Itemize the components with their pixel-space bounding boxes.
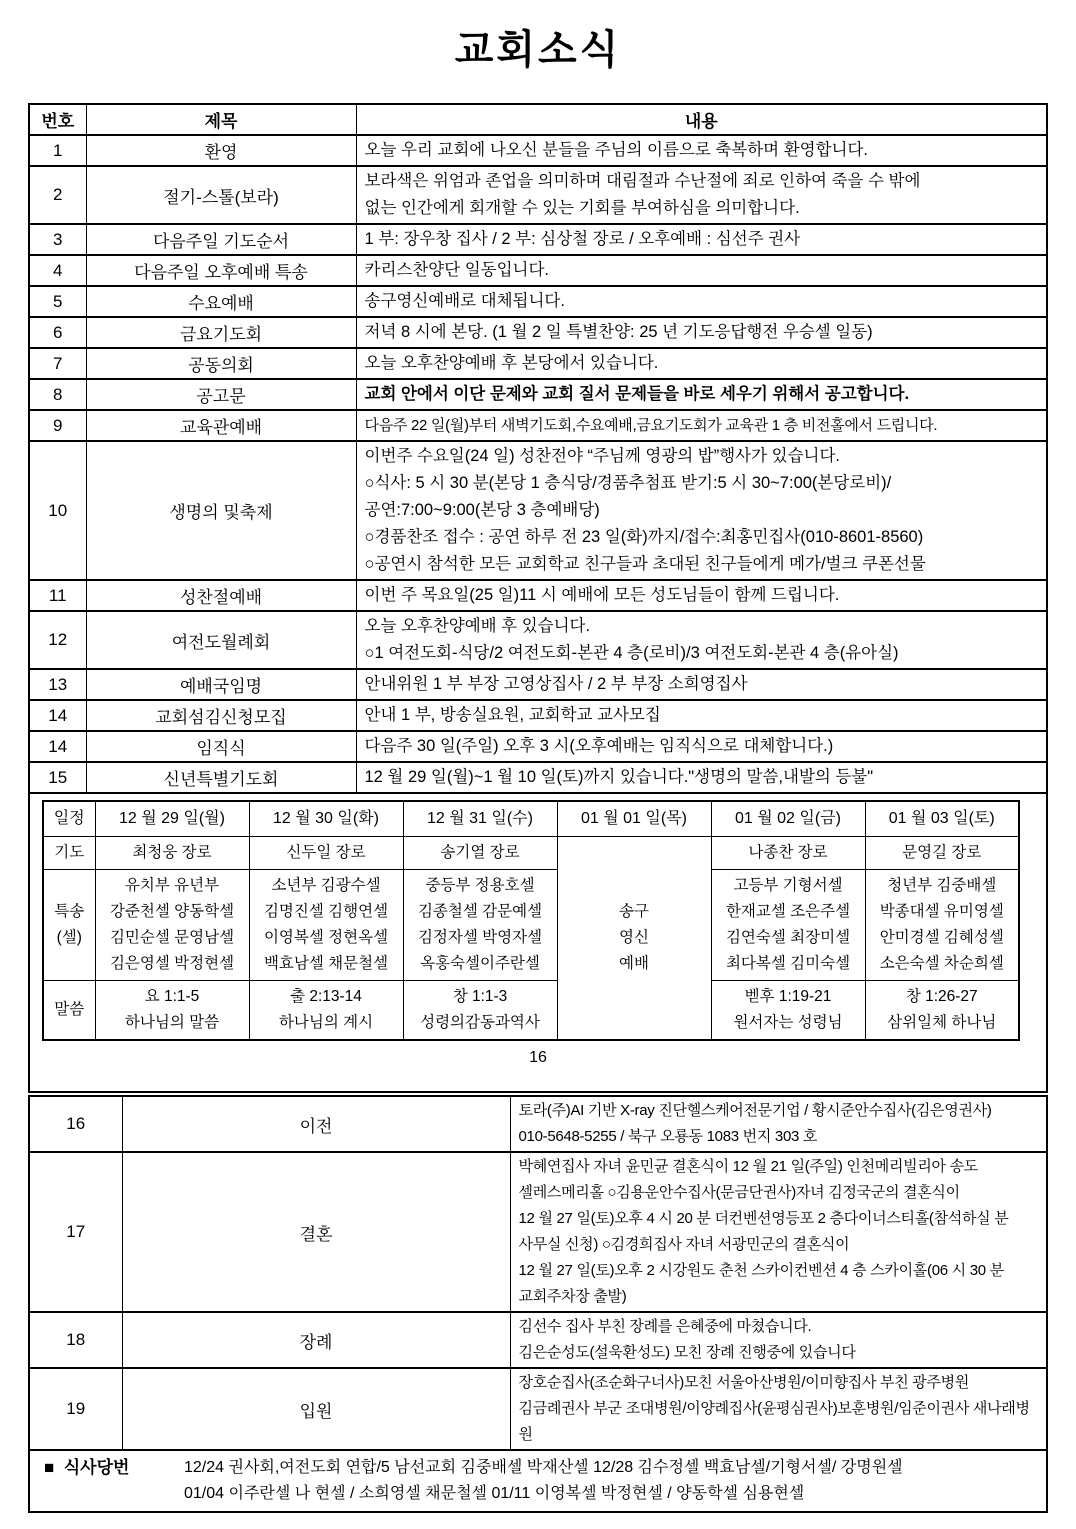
col-header-content: 내용 [356,104,1047,135]
announcement-row [29,224,1047,255]
row-title: 공고문 [86,379,356,410]
row-content: 오늘 우리 교회에 나오신 분들을 주님의 이름으로 축복하며 환영합니다. [356,135,1047,166]
announcement-row [29,611,1047,669]
schedule-date-header: 01 월 03 일(토) [865,801,1019,837]
row-number: 5 [29,286,86,317]
row-title: 이전 [122,1096,510,1152]
new-year-prayer-schedule-table [42,800,1020,1041]
notice-row [29,1312,1047,1368]
announcement-row [29,348,1047,379]
row-number: 14 [29,731,86,762]
row-content: 카리스찬양단 일동입니다. [356,255,1047,286]
row-title: 금요기도회 [86,317,356,348]
prayer-cell: 최청웅 장로 [95,837,249,870]
notice-table [28,1095,1048,1513]
word-cell: 창 1:26-27 삼위일체 하나님 [865,981,1019,1041]
row-number: 14 [29,700,86,731]
announcement-row [29,255,1047,286]
prayer-row-label: 기도 [43,837,95,870]
announcement-row [29,580,1047,611]
row-number: 1 [29,135,86,166]
schedule-date-header: 12 월 29 일(월) [95,801,249,837]
row-title: 공동의회 [86,348,356,379]
schedule-date-header: 12 월 31 일(수) [403,801,557,837]
row-title: 생명의 및축제 [86,441,356,580]
row-title: 교회섬김신청모집 [86,700,356,731]
schedule-corner-label: 일정 [43,801,95,837]
special-song-cell: 고등부 기형서셀 한재교셀 조은주셀 김연숙셀 최장미셀 최다복셀 김미숙셀 [711,870,865,981]
row-content: 보라색은 위엄과 존업을 의미하며 대림절과 수난절에 죄로 인하여 죽을 수 밖에 없는 인간에게 회개할 수 있는 기회를 부여하심을 의미합니다. [356,166,1047,224]
announcement-row [29,379,1047,410]
schedule-date-header: 12 월 30 일(화) [249,801,403,837]
row-title: 장례 [122,1312,510,1368]
announcement-row [29,441,1047,580]
row-title: 신년특별기도회 [86,762,356,793]
row-content: 1 부: 장우창 집사 / 2 부: 심상철 장로 / 오후예배 : 심선주 권사 [356,224,1047,255]
row-number: 19 [29,1368,122,1450]
row-number: 8 [29,379,86,410]
page-title: 교회소식 [454,27,622,72]
row-title: 다음주일 기도순서 [86,224,356,255]
row-number: 11 [29,580,86,611]
announcement-row [29,762,1047,793]
schedule-date-header: 01 월 02 일(금) [711,801,865,837]
row-content: 장호순집사(조순화구너사)모친 서울아산병원/이미향집사 부친 광주병원 김금례권사 부군 조대병원/이양례집사(윤평심권사)보훈병원/임준이권사 새나래병원 [510,1368,1047,1450]
row-number: 10 [29,441,86,580]
row-number: 2 [29,166,86,224]
row-title: 환영 [86,135,356,166]
row-content: 안내위원 1 부 부장 고영상집사 / 2 부 부장 소희영집사 [356,669,1047,700]
announcement-table [28,103,1048,1093]
row-title: 입원 [122,1368,510,1450]
announcement-row [29,700,1047,731]
announcement-row [29,286,1047,317]
announcement-header-row [29,104,1047,135]
row-title: 결혼 [122,1152,510,1312]
row-title: 절기-스톨(보라) [86,166,356,224]
announcement-row [29,166,1047,224]
col-header-title: 제목 [86,104,356,135]
word-cell: 요 1:1-5 하나님의 말씀 [95,981,249,1041]
row-content: 안내 1 부, 방송실요원, 교회학교 교사모집 [356,700,1047,731]
row-content: 다음주 30 일(주일) 오후 3 시(오후예배는 임직식으로 대체합니다.) [356,731,1047,762]
schedule-date-header: 01 월 01 일(목) [557,801,711,837]
special-song-row-label: 특송 (셀) [43,870,95,981]
word-cell: 출 2:13-14 하나님의 계시 [249,981,403,1041]
row-content: 이번주 수요일(24 일) 성찬전야 “주님께 영광의 밥”행사가 있습니다. ○식사: 5 시 30 분(본당 1 층식당/경품추첨표 받기:5 시 30~7:00(본당로비)/ 공연:7:00~9:00(본당 3 층예배당) ○경품찬조 접수 : 공연 하루 전 23 일(화)까지/접수:최홍민집사(010-8601-8560) ○공연시 참석한 모든 교회학교 친구들과 초대된 친구들에게 메가/벌크 쿠폰선물 [356,441,1047,580]
row-number: 16 [29,1096,122,1152]
word-cell: 창 1:1-3 성령의감동과역사 [403,981,557,1041]
new-year-eve-service-cell: 송구 영신 예배 [557,837,711,1041]
row-content: 다음주 22 일(월)부터 새벽기도회,수요예배,금요기도회가 교육관 1 층 비전홀에서 드립니다. [356,410,1047,441]
schedule-word-row [43,981,1019,1041]
row-content: 이번 주 목요일(25 일)11 시 예배에 모든 성도님들이 함께 드립니다. [356,580,1047,611]
row-number: 7 [29,348,86,379]
meal-duty-label-text: 식사당번 [63,1458,130,1477]
special-song-cell: 청년부 김중배셀 박종대셀 유미영셀 안미경셀 김혜성셀 소은숙셀 차순희셀 [865,870,1019,981]
row-title: 예배국임명 [86,669,356,700]
notice-row [29,1096,1047,1152]
row-content: 토라(주)AI 기반 X-ray 진단헬스케어전문기업 / 황시준안수집사(김은영권사) 010-5648-5255 / 북구 오룡동 1083 번지 303 호 [510,1096,1047,1152]
row-content: 교회 안에서 이단 문제와 교회 질서 문제들을 바로 세우기 위해서 공고합니다. [356,379,1047,410]
meal-duty-text: 12/24 권사회,여전도회 연합/5 남선교회 김중배셀 박재산셀 12/28 김수정셀 백효남셀/기형서셀/ 강명원셀 01/04 이주란셀 나 현셀 / 소희영셀 채문철셀 01/11 이영복셀 박정현셀 / 양동학셀 심용현셀 [184,1459,903,1502]
meal-duty-cell [29,1450,1047,1512]
meal-duty-label [36,1455,184,1481]
word-row-label: 말씀 [43,981,95,1041]
prayer-cell: 신두일 장로 [249,837,403,870]
row-number: 3 [29,224,86,255]
word-cell: 벧후 1:19-21 원서자는 성령님 [711,981,865,1041]
notice-row [29,1152,1047,1312]
notice-row [29,1368,1047,1450]
row-title: 성찬절예배 [86,580,356,611]
row-title: 다음주일 오후예배 특송 [86,255,356,286]
col-header-no: 번호 [29,104,86,135]
row-content: 송구영신예배로 대체됩니다. [356,286,1047,317]
row-title: 임직식 [86,731,356,762]
row-number: 15 [29,762,86,793]
page-number: 16 [529,1049,547,1066]
row-number: 18 [29,1312,122,1368]
announcement-row [29,135,1047,166]
special-song-cell: 중등부 정용호셀 김종철셀 감문예셀 김정자셀 박영자셀 옥홍숙셀이주란셀 [403,870,557,981]
prayer-cell: 문영길 장로 [865,837,1019,870]
special-song-cell: 소년부 김광수셀 김명진셀 김행연셀 이영복셀 정현옥셀 백효남셀 채문철셀 [249,870,403,981]
special-song-cell: 유치부 유년부 강준천셀 양동학셀 김민순셀 문영남셀 김은영셀 박정현셀 [95,870,249,981]
schedule-prayer-row [43,837,1019,870]
announcement-row [29,669,1047,700]
row-content: 김선수 집사 부친 장례를 은혜중에 마쳤습니다. 김은순성도(설욱환성도) 모친 장례 진행중에 있습니다 [510,1312,1047,1368]
row-title: 여전도월례회 [86,611,356,669]
row-content: 저녁 8 시에 본당. (1 월 2 일 특별찬양: 25 년 기도응답행전 우승셀 일동) [356,317,1047,348]
row-number: 12 [29,611,86,669]
row-content: 박혜연집사 자녀 윤민균 결혼식이 12 월 21 일(주일) 인천메리빌리아 송도 셀레스메리홀 ○김용운안수집사(문금단권사)자녀 김정국군의 결혼식이 12 월 27 일(토)오후 4 시 20 분 더컨벤션영등포 2 층다이너스티홀(참석하실 분 사무실 신청) ○김경희집사 자녀 서광민군의 결혼식이 12 월 27 일(토)오후 2 시강원도 춘천 스카이컨벤션 4 층 스카이홀(06 시 30 분 교회주차장 출발) [510,1152,1047,1312]
row-number: 6 [29,317,86,348]
row-content: 오늘 오후찬양예배 후 있습니다. ○1 여전도회-식당/2 여전도회-본관 4 층(로비)/3 여전도회-본관 4 층(유아실) [356,611,1047,669]
schedule-wrapper-row [29,793,1047,1092]
square-bullet-icon: ■ [44,1458,55,1477]
schedule-special-song-row [43,870,1019,981]
row-title: 수요예배 [86,286,356,317]
meal-duty-row [29,1450,1047,1512]
row-number: 17 [29,1152,122,1312]
row-title: 교육관예배 [86,410,356,441]
announcement-row [29,410,1047,441]
announcement-row [29,731,1047,762]
schedule-wrapper-cell [29,793,1047,1092]
prayer-cell: 나종찬 장로 [711,837,865,870]
row-number: 4 [29,255,86,286]
schedule-header-row [43,801,1019,837]
row-number: 13 [29,669,86,700]
announcement-row [29,317,1047,348]
row-content: 12 월 29 일(월)~1 월 10 일(토)까지 있습니다."생명의 말씀,내발의 등불" [356,762,1047,793]
row-number: 9 [29,410,86,441]
prayer-cell: 송기열 장로 [403,837,557,870]
row-content: 오늘 오후찬양예배 후 본당에서 있습니다. [356,348,1047,379]
